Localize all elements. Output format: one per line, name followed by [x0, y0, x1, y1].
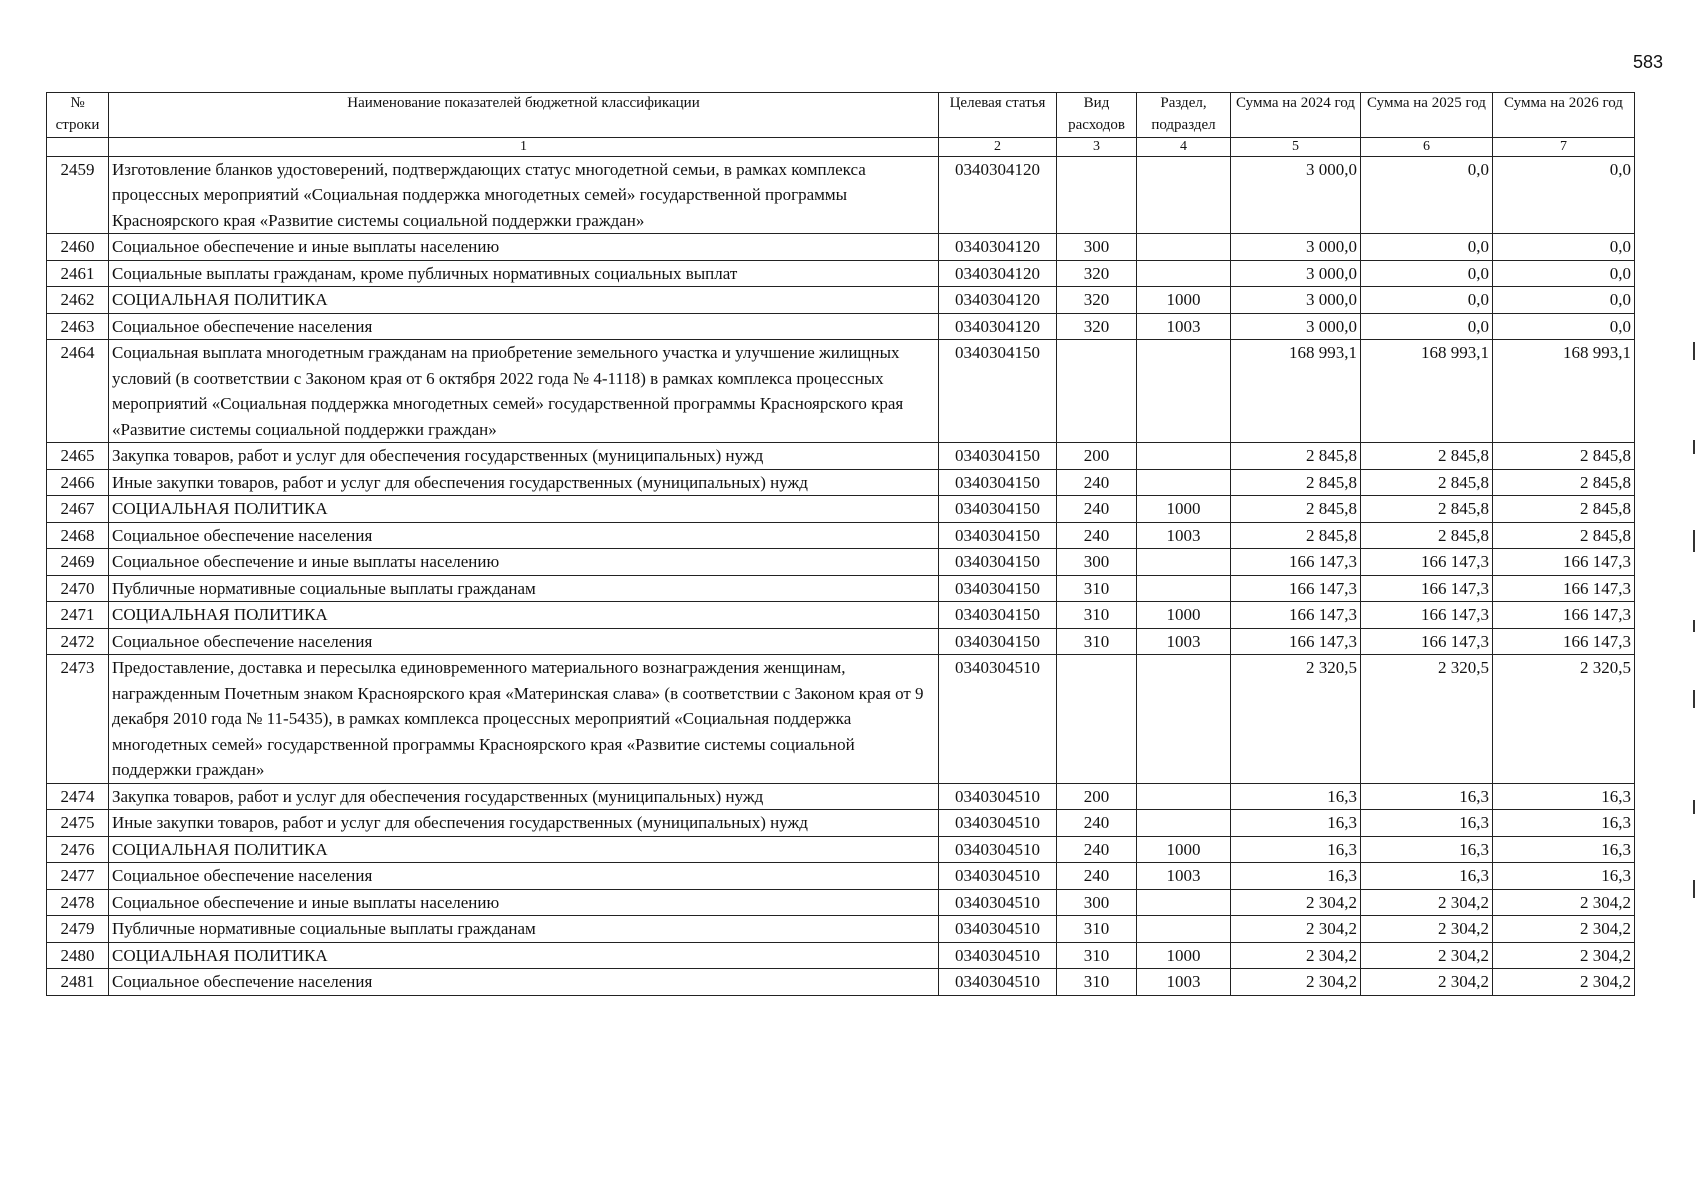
row-sum-2025: 0,0	[1361, 313, 1493, 340]
header-row	[47, 93, 1635, 138]
table-row	[47, 522, 1635, 549]
row-target-article: 0340304510	[939, 889, 1057, 916]
row-sum-2025: 0,0	[1361, 234, 1493, 261]
row-number: 2466	[47, 469, 109, 496]
header-row-number: № строки	[47, 93, 109, 138]
row-target-article: 0340304120	[939, 313, 1057, 340]
header-target-article: Целевая статья	[939, 93, 1057, 138]
row-target-article: 0340304150	[939, 496, 1057, 523]
row-name: СОЦИАЛЬНАЯ ПОЛИТИКА	[109, 942, 939, 969]
row-section: 1003	[1137, 969, 1231, 996]
row-target-article: 0340304510	[939, 916, 1057, 943]
column-number: 7	[1493, 137, 1635, 156]
row-expense-type: 310	[1057, 628, 1137, 655]
table-body	[47, 156, 1635, 995]
row-name: СОЦИАЛЬНАЯ ПОЛИТИКА	[109, 602, 939, 629]
row-number: 2469	[47, 549, 109, 576]
row-name: Социальные выплаты гражданам, кроме публичных нормативных социальных выплат	[109, 260, 939, 287]
row-section: 1003	[1137, 313, 1231, 340]
row-section: 1000	[1137, 602, 1231, 629]
row-target-article: 0340304120	[939, 156, 1057, 234]
row-sum-2026: 166 147,3	[1493, 628, 1635, 655]
row-sum-2024: 16,3	[1231, 836, 1361, 863]
row-sum-2024: 2 845,8	[1231, 522, 1361, 549]
row-sum-2025: 2 845,8	[1361, 496, 1493, 523]
scan-edge-mark	[1693, 530, 1695, 552]
table-row	[47, 628, 1635, 655]
row-sum-2026: 0,0	[1493, 260, 1635, 287]
row-sum-2024: 3 000,0	[1231, 156, 1361, 234]
row-expense-type: 310	[1057, 969, 1137, 996]
row-section	[1137, 916, 1231, 943]
row-section	[1137, 549, 1231, 576]
row-sum-2025: 166 147,3	[1361, 602, 1493, 629]
column-number: 5	[1231, 137, 1361, 156]
header-sum-2025: Сумма на 2025 год	[1361, 93, 1493, 138]
row-sum-2026: 0,0	[1493, 234, 1635, 261]
row-sum-2024: 2 320,5	[1231, 655, 1361, 784]
row-number: 2470	[47, 575, 109, 602]
row-expense-type: 310	[1057, 575, 1137, 602]
table-row	[47, 549, 1635, 576]
scan-edge-mark	[1693, 690, 1695, 708]
row-name: Закупка товаров, работ и услуг для обеспечения государственных (муниципальных) нужд	[109, 443, 939, 470]
row-sum-2026: 2 304,2	[1493, 969, 1635, 996]
row-section: 1000	[1137, 496, 1231, 523]
scan-edge-mark	[1693, 880, 1695, 898]
column-number: 1	[109, 137, 939, 156]
row-target-article: 0340304510	[939, 783, 1057, 810]
row-target-article: 0340304150	[939, 443, 1057, 470]
table-row	[47, 287, 1635, 314]
row-expense-type: 240	[1057, 522, 1137, 549]
row-target-article: 0340304510	[939, 863, 1057, 890]
row-sum-2026: 0,0	[1493, 313, 1635, 340]
row-expense-type: 320	[1057, 260, 1137, 287]
row-sum-2026: 16,3	[1493, 836, 1635, 863]
row-sum-2026: 0,0	[1493, 156, 1635, 234]
row-sum-2025: 2 845,8	[1361, 522, 1493, 549]
table-row	[47, 810, 1635, 837]
header-expense-type: Вид расходов	[1057, 93, 1137, 138]
row-sum-2024: 16,3	[1231, 863, 1361, 890]
row-sum-2024: 2 304,2	[1231, 916, 1361, 943]
table-row	[47, 156, 1635, 234]
scan-edge-mark	[1693, 800, 1695, 814]
table-row	[47, 863, 1635, 890]
row-name: Публичные нормативные социальные выплаты гражданам	[109, 575, 939, 602]
row-sum-2025: 2 845,8	[1361, 469, 1493, 496]
row-sum-2025: 0,0	[1361, 156, 1493, 234]
row-name: Изготовление бланков удостоверений, подтверждающих статус многодетной семьи, в рамках комплекса процессных мероприятий «Социальная поддержка многодетных семей» государственной программы Красноярского края «Развитие системы социальной поддержки граждан»	[109, 156, 939, 234]
row-section: 1003	[1137, 522, 1231, 549]
row-expense-type: 240	[1057, 863, 1137, 890]
row-expense-type: 300	[1057, 234, 1137, 261]
row-expense-type: 240	[1057, 496, 1137, 523]
table-row	[47, 602, 1635, 629]
header-sum-2026: Сумма на 2026 год	[1493, 93, 1635, 138]
row-section: 1000	[1137, 836, 1231, 863]
row-sum-2025: 2 845,8	[1361, 443, 1493, 470]
row-target-article: 0340304120	[939, 260, 1057, 287]
row-sum-2024: 2 845,8	[1231, 443, 1361, 470]
row-target-article: 0340304150	[939, 549, 1057, 576]
row-target-article: 0340304150	[939, 469, 1057, 496]
row-sum-2025: 16,3	[1361, 783, 1493, 810]
column-number: 4	[1137, 137, 1231, 156]
row-sum-2024: 168 993,1	[1231, 340, 1361, 443]
row-sum-2024: 16,3	[1231, 783, 1361, 810]
row-target-article: 0340304150	[939, 602, 1057, 629]
row-number: 2481	[47, 969, 109, 996]
row-sum-2025: 166 147,3	[1361, 575, 1493, 602]
row-expense-type: 240	[1057, 469, 1137, 496]
column-number-row	[47, 137, 1635, 156]
row-section: 1003	[1137, 628, 1231, 655]
row-number: 2475	[47, 810, 109, 837]
row-name: Иные закупки товаров, работ и услуг для обеспечения государственных (муниципальных) нужд	[109, 469, 939, 496]
table-row	[47, 469, 1635, 496]
row-number: 2463	[47, 313, 109, 340]
row-sum-2026: 2 304,2	[1493, 916, 1635, 943]
row-sum-2026: 16,3	[1493, 810, 1635, 837]
column-number-blank	[47, 137, 109, 156]
row-number: 2459	[47, 156, 109, 234]
row-sum-2025: 16,3	[1361, 863, 1493, 890]
table-row	[47, 234, 1635, 261]
row-section	[1137, 340, 1231, 443]
row-sum-2026: 166 147,3	[1493, 549, 1635, 576]
row-sum-2024: 166 147,3	[1231, 628, 1361, 655]
row-number: 2472	[47, 628, 109, 655]
row-name: Публичные нормативные социальные выплаты гражданам	[109, 916, 939, 943]
row-number: 2477	[47, 863, 109, 890]
row-number: 2474	[47, 783, 109, 810]
row-number: 2471	[47, 602, 109, 629]
row-sum-2024: 2 845,8	[1231, 469, 1361, 496]
row-name: Социальное обеспечение и иные выплаты населению	[109, 549, 939, 576]
table-row	[47, 783, 1635, 810]
row-sum-2025: 168 993,1	[1361, 340, 1493, 443]
row-section	[1137, 443, 1231, 470]
table-row	[47, 340, 1635, 443]
table-row	[47, 942, 1635, 969]
table-row	[47, 313, 1635, 340]
row-section	[1137, 234, 1231, 261]
row-sum-2024: 2 845,8	[1231, 496, 1361, 523]
row-sum-2026: 16,3	[1493, 863, 1635, 890]
row-name: Социальное обеспечение населения	[109, 863, 939, 890]
row-section: 1003	[1137, 863, 1231, 890]
row-name: Социальное обеспечение населения	[109, 522, 939, 549]
row-name: Социальное обеспечение и иные выплаты населению	[109, 889, 939, 916]
header-section: Раздел, подраздел	[1137, 93, 1231, 138]
row-section: 1000	[1137, 287, 1231, 314]
row-sum-2024: 166 147,3	[1231, 602, 1361, 629]
row-sum-2026: 168 993,1	[1493, 340, 1635, 443]
row-expense-type: 300	[1057, 549, 1137, 576]
table-row	[47, 575, 1635, 602]
row-sum-2026: 0,0	[1493, 287, 1635, 314]
row-sum-2026: 2 320,5	[1493, 655, 1635, 784]
row-sum-2026: 2 845,8	[1493, 522, 1635, 549]
row-number: 2465	[47, 443, 109, 470]
row-name: Социальное обеспечение населения	[109, 969, 939, 996]
row-expense-type: 200	[1057, 783, 1137, 810]
row-sum-2025: 166 147,3	[1361, 549, 1493, 576]
row-target-article: 0340304120	[939, 234, 1057, 261]
row-target-article: 0340304150	[939, 575, 1057, 602]
row-expense-type	[1057, 340, 1137, 443]
table-row	[47, 443, 1635, 470]
page-number: 583	[1632, 52, 1663, 72]
row-sum-2026: 2 845,8	[1493, 496, 1635, 523]
row-name: Предоставление, доставка и пересылка единовременного материального вознаграждения женщинам, награжденным Почетным знаком Красноярского края «Материнская слава» (в соответствии с Законом края от 9 декабря 2010 года № 11-5435), в рамках комплекса процессных мероприятий «Социальная поддержка многодетных семей» государственной программы Красноярского края «Развитие системы социальной поддержки граждан»	[109, 655, 939, 784]
row-name: Закупка товаров, работ и услуг для обеспечения государственных (муниципальных) нужд	[109, 783, 939, 810]
scan-edge-mark	[1693, 342, 1695, 360]
header-sum-2024: Сумма на 2024 год	[1231, 93, 1361, 138]
row-sum-2024: 3 000,0	[1231, 260, 1361, 287]
row-number: 2473	[47, 655, 109, 784]
row-sum-2024: 16,3	[1231, 810, 1361, 837]
row-expense-type: 320	[1057, 313, 1137, 340]
row-target-article: 0340304150	[939, 340, 1057, 443]
row-sum-2025: 2 304,2	[1361, 942, 1493, 969]
row-number: 2467	[47, 496, 109, 523]
row-sum-2025: 2 304,2	[1361, 916, 1493, 943]
row-number: 2479	[47, 916, 109, 943]
row-section	[1137, 156, 1231, 234]
table-row	[47, 496, 1635, 523]
row-number: 2464	[47, 340, 109, 443]
row-target-article: 0340304150	[939, 628, 1057, 655]
row-section	[1137, 889, 1231, 916]
row-name: Социальное обеспечение населения	[109, 628, 939, 655]
row-sum-2026: 2 845,8	[1493, 443, 1635, 470]
budget-table	[46, 92, 1635, 996]
row-target-article: 0340304510	[939, 655, 1057, 784]
row-sum-2024: 3 000,0	[1231, 287, 1361, 314]
table-row	[47, 969, 1635, 996]
row-expense-type: 320	[1057, 287, 1137, 314]
row-sum-2025: 2 320,5	[1361, 655, 1493, 784]
row-expense-type: 310	[1057, 942, 1137, 969]
row-name: СОЦИАЛЬНАЯ ПОЛИТИКА	[109, 287, 939, 314]
row-sum-2026: 166 147,3	[1493, 602, 1635, 629]
row-expense-type: 310	[1057, 602, 1137, 629]
row-target-article: 0340304510	[939, 969, 1057, 996]
row-section	[1137, 469, 1231, 496]
row-expense-type: 200	[1057, 443, 1137, 470]
row-number: 2461	[47, 260, 109, 287]
row-sum-2024: 166 147,3	[1231, 549, 1361, 576]
row-expense-type: 240	[1057, 810, 1137, 837]
row-name: Иные закупки товаров, работ и услуг для обеспечения государственных (муниципальных) нужд	[109, 810, 939, 837]
row-sum-2024: 166 147,3	[1231, 575, 1361, 602]
row-target-article: 0340304120	[939, 287, 1057, 314]
row-target-article: 0340304510	[939, 836, 1057, 863]
row-expense-type: 300	[1057, 889, 1137, 916]
row-sum-2025: 166 147,3	[1361, 628, 1493, 655]
row-expense-type: 240	[1057, 836, 1137, 863]
row-sum-2025: 2 304,2	[1361, 889, 1493, 916]
row-number: 2462	[47, 287, 109, 314]
row-sum-2026: 2 845,8	[1493, 469, 1635, 496]
row-sum-2024: 2 304,2	[1231, 969, 1361, 996]
row-expense-type	[1057, 156, 1137, 234]
header-name: Наименование показателей бюджетной классификации	[109, 93, 939, 138]
row-sum-2025: 2 304,2	[1361, 969, 1493, 996]
row-section	[1137, 783, 1231, 810]
row-sum-2024: 2 304,2	[1231, 942, 1361, 969]
column-number: 6	[1361, 137, 1493, 156]
row-number: 2478	[47, 889, 109, 916]
row-sum-2025: 0,0	[1361, 287, 1493, 314]
table-row	[47, 260, 1635, 287]
row-sum-2026: 2 304,2	[1493, 942, 1635, 969]
column-number: 3	[1057, 137, 1137, 156]
row-number: 2468	[47, 522, 109, 549]
table-row	[47, 916, 1635, 943]
row-section	[1137, 260, 1231, 287]
row-sum-2025: 16,3	[1361, 836, 1493, 863]
scan-edge-mark	[1693, 620, 1695, 632]
column-number: 2	[939, 137, 1057, 156]
row-sum-2025: 16,3	[1361, 810, 1493, 837]
row-number: 2476	[47, 836, 109, 863]
row-section	[1137, 575, 1231, 602]
row-sum-2024: 3 000,0	[1231, 313, 1361, 340]
row-name: СОЦИАЛЬНАЯ ПОЛИТИКА	[109, 496, 939, 523]
row-target-article: 0340304510	[939, 942, 1057, 969]
row-section	[1137, 655, 1231, 784]
row-name: Социальная выплата многодетным гражданам на приобретение земельного участка и улучшение жилищных условий (в соответствии с Законом края от 6 октября 2022 года № 4-1118) в рамках комплекса процессных мероприятий «Социальная поддержка многодетных семей» государственной программы Красноярского края «Развитие системы социальной поддержки граждан»	[109, 340, 939, 443]
row-name: СОЦИАЛЬНАЯ ПОЛИТИКА	[109, 836, 939, 863]
row-name: Социальное обеспечение населения	[109, 313, 939, 340]
row-name: Социальное обеспечение и иные выплаты населению	[109, 234, 939, 261]
table-row	[47, 836, 1635, 863]
row-sum-2026: 2 304,2	[1493, 889, 1635, 916]
row-target-article: 0340304150	[939, 522, 1057, 549]
row-sum-2026: 16,3	[1493, 783, 1635, 810]
row-sum-2024: 3 000,0	[1231, 234, 1361, 261]
table-row	[47, 889, 1635, 916]
row-expense-type	[1057, 655, 1137, 784]
row-section: 1000	[1137, 942, 1231, 969]
row-sum-2024: 2 304,2	[1231, 889, 1361, 916]
row-target-article: 0340304510	[939, 810, 1057, 837]
row-expense-type: 310	[1057, 916, 1137, 943]
row-sum-2025: 0,0	[1361, 260, 1493, 287]
row-number: 2480	[47, 942, 109, 969]
row-sum-2026: 166 147,3	[1493, 575, 1635, 602]
row-number: 2460	[47, 234, 109, 261]
scan-edge-mark	[1693, 440, 1695, 454]
row-section	[1137, 810, 1231, 837]
table-row	[47, 655, 1635, 784]
